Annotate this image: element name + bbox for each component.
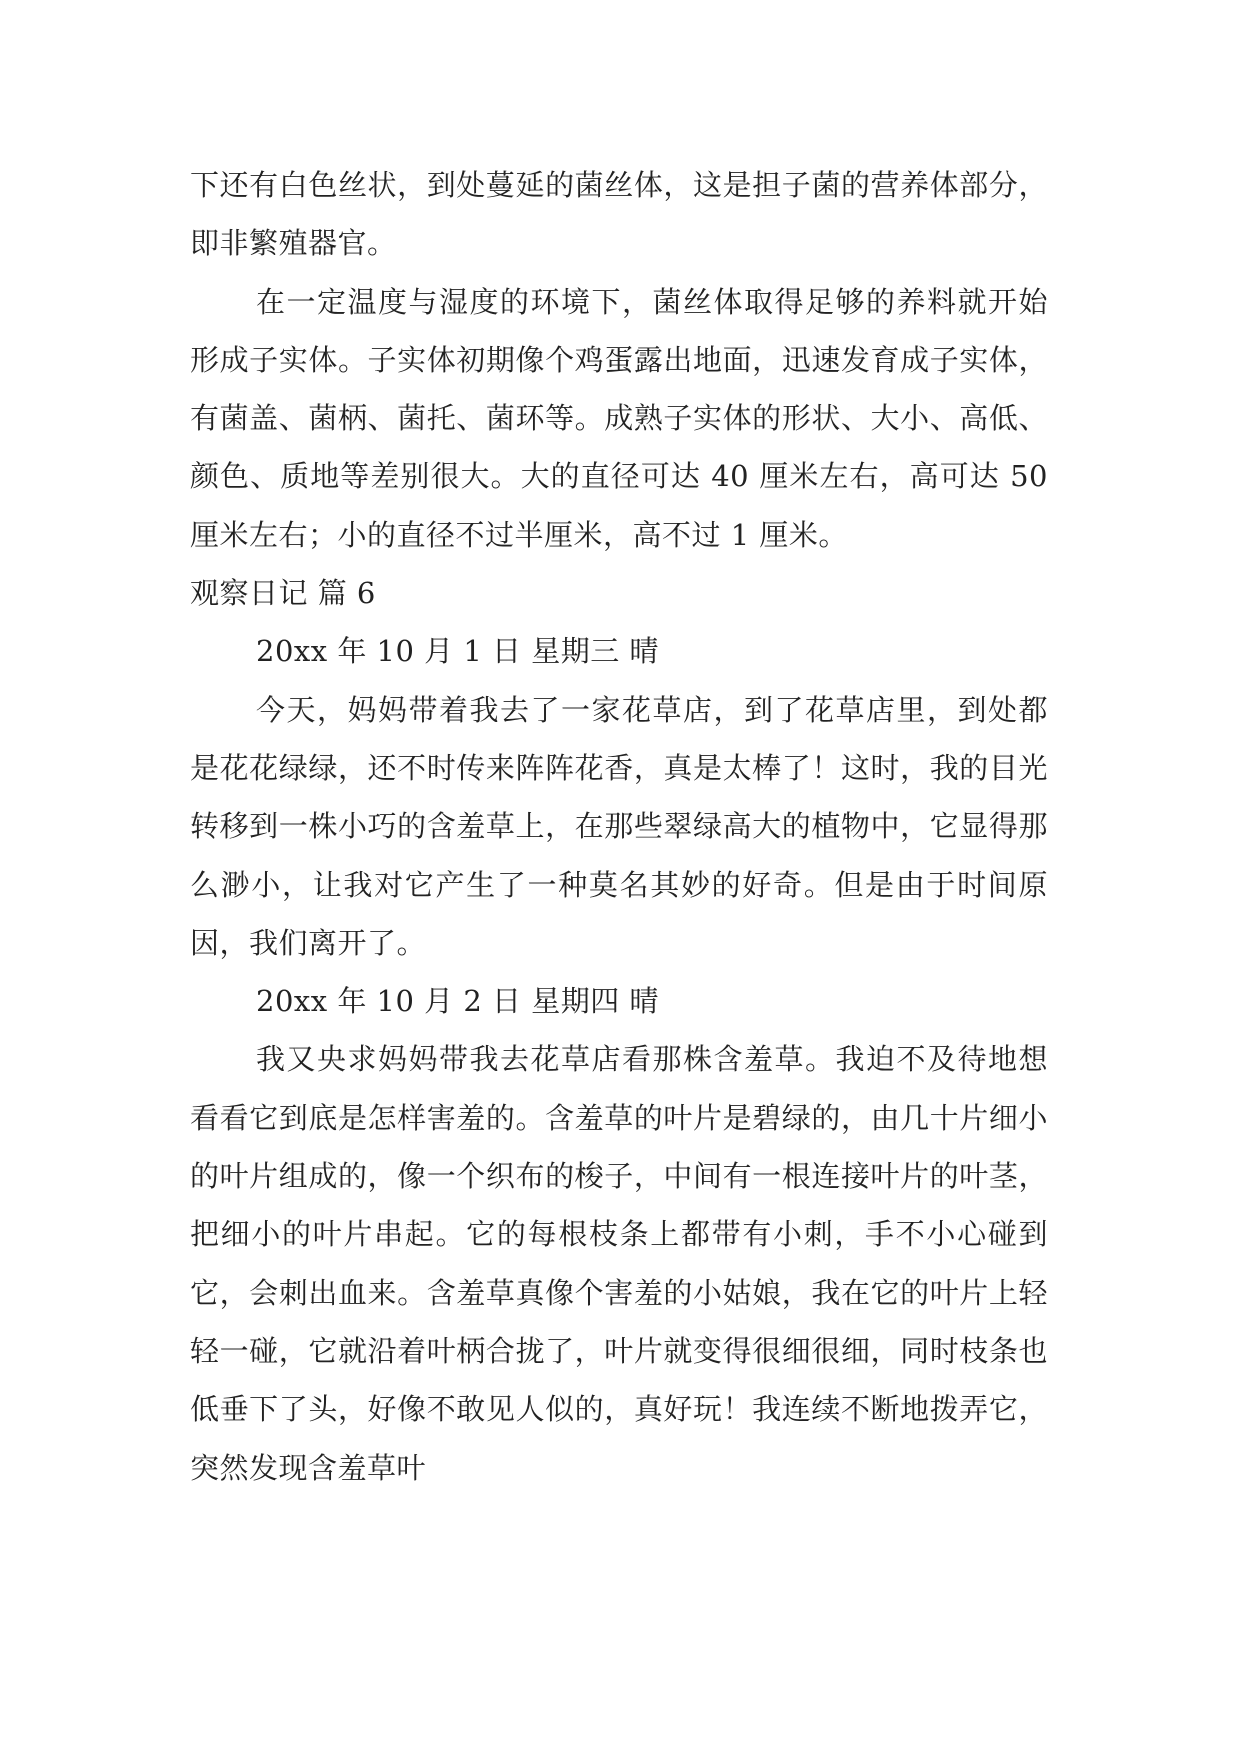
paragraph-fruiting-body: 在一定温度与湿度的环境下，菌丝体取得足够的养料就开始形成子实体。子实体初期像个鸡蛋露出地面，迅速发育成子实体，有菌盖、菌柄、菌托、菌环等。成熟子实体的形状、大小、高低、颜色、质地等差别很大。大的直径可达 40 厘米左右，高可达 50 厘米左右；小的直径不过半厘米，高不过 1 厘米。 — [190, 284, 1048, 552]
diary-entry-1: 今天，妈妈带着我去了一家花草店，到了花草店里，到处都是花花绿绿，还不时传来阵阵花香，真是太棒了！这时，我的目光转移到一株小巧的含羞草上，在那些翠绿高大的植物中，它显得那么渺小，让我对它产生了一种莫名其妙的好奇。但是由于时间原因，我们离开了。 — [190, 692, 1048, 960]
section-heading: 观察日记 篇 6 — [190, 576, 376, 611]
diary-entry-2: 我又央求妈妈带我去花草店看那株含羞草。我迫不及待地想看看它到底是怎样害羞的。含羞草的叶片是碧绿的，由几十片细小的叶片组成的，像一个织布的梭子，中间有一根连接叶片的叶茎，把细小的叶片串起。它的每根枝条上都带有小刺，手不小心碰到它，会刺出血来。含羞草真像个害羞的小姑娘，我在它的叶片上轻轻一碰，它就沿着叶柄合拢了，叶片就变得很细很细，同时枝条也低垂下了头，好像不敢见人似的，真好玩！我连续不断地拨弄它，突然发现含羞草叶 — [190, 1042, 1048, 1485]
diary-date-1: 20xx 年 10 月 1 日 星期三 晴 — [256, 634, 659, 669]
paragraph-continuation: 下还有白色丝状，到处蔓延的菌丝体，这是担子菌的营养体部分，即非繁殖器官。 — [190, 168, 1048, 261]
diary-date-2: 20xx 年 10 月 2 日 星期四 晴 — [256, 984, 659, 1019]
document-page — [190, 156, 1048, 1497]
